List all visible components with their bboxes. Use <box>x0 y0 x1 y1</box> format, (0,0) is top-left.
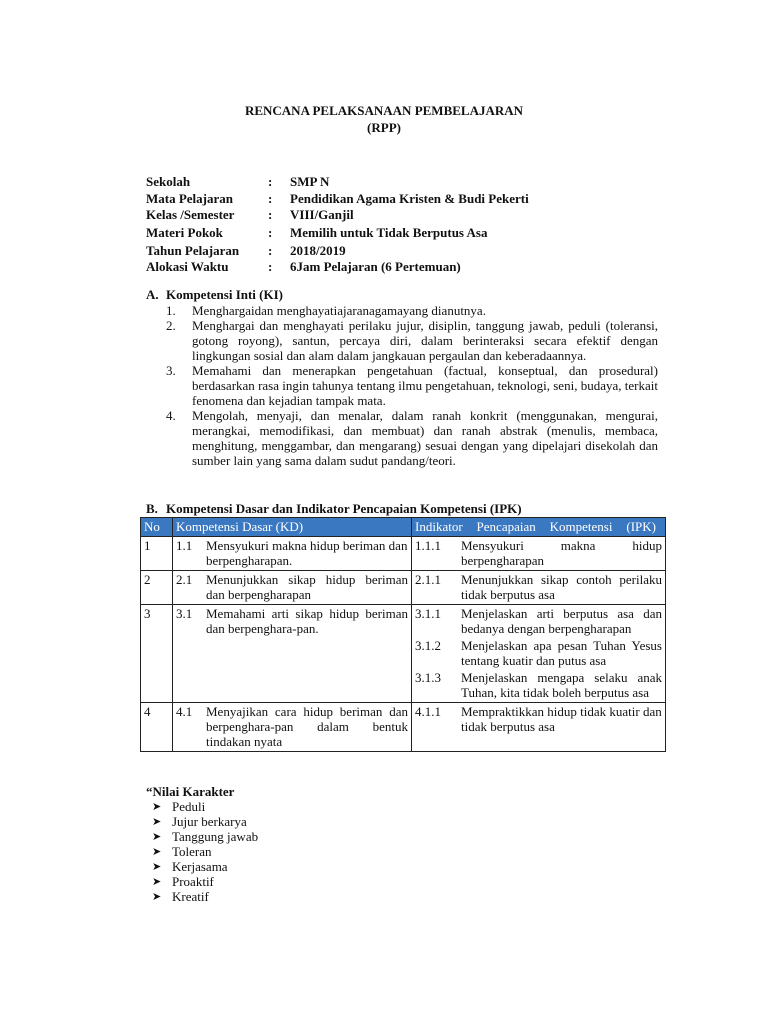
table-row <box>141 571 666 605</box>
header-ipk-text: Indikator Pencapaian Kompetensi (IPK) <box>415 519 656 534</box>
row-no: 1 <box>141 537 173 571</box>
list-item-text: Jujur berkarya <box>172 814 247 829</box>
identity-value: SMP N <box>290 174 330 189</box>
table-row <box>141 605 666 703</box>
table-row <box>141 537 666 571</box>
identity-label: Mata Pelajaran <box>146 191 234 206</box>
ipk-text: Menjelaskan mengapa selaku anak Tuhan, kita tidak boleh berputus asa <box>461 670 662 700</box>
ipk-code: 1.1.1 <box>415 538 441 553</box>
arrowhead-bullet-icon: ➤ <box>152 875 162 888</box>
list-item <box>166 363 658 408</box>
identity-colon: : <box>268 225 273 240</box>
list-item-number: 2. <box>166 318 176 333</box>
list-item-text: Menghargaidan menghayatiajaranagamayang dianutnya. <box>192 303 486 318</box>
identity-label: Alokasi Waktu <box>146 259 229 274</box>
identity-value: 2018/2019 <box>290 243 346 258</box>
header-kd: Kompetensi Dasar (KD) <box>173 518 412 537</box>
table-header-row <box>141 518 666 537</box>
ipk-code: 2.1.1 <box>415 572 441 587</box>
row-ipk <box>412 703 666 752</box>
list-item <box>166 303 658 318</box>
list-item-text: Menghargai dan menghayati perilaku jujur, disiplin, tanggung jawab, peduli (toleransi, gotong royong), santun, percaya diri, dalam berinteraksi secara efektif dengan lingkungan sosial dan alam dalam jangkauan pergaulan dan keberadaannya. <box>192 318 658 363</box>
section-a-title: Kompetensi Inti (KI) <box>166 287 283 302</box>
identity-value: Pendidikan Agama Kristen & Budi Pekerti <box>290 191 529 206</box>
ipk-code: 3.1.2 <box>415 638 441 653</box>
arrowhead-bullet-icon: ➤ <box>152 890 162 903</box>
row-kd <box>173 703 412 752</box>
list-item-text: Mengolah, menyaji, dan menalar, dalam ranah konkrit (menggunakan, mengurai, merangkai, memodifikasi, dan membuat) dan ranah abstrak (menulis, membaca, menghitung, menggambar, dan mengarang) sesuai dengan yang dipelajari disekolah dan sumber lain yang sama dalam sudut pandang/teori. <box>192 408 658 468</box>
list-item <box>152 844 258 859</box>
arrowhead-bullet-icon: ➤ <box>152 860 162 873</box>
identity-label: Sekolah <box>146 174 191 189</box>
identity-colon: : <box>268 174 273 189</box>
nilai-karakter-heading: “Nilai Karakter <box>146 784 235 799</box>
list-item <box>152 859 258 874</box>
list-item-number: 4. <box>166 408 176 423</box>
row-kd <box>173 605 412 703</box>
row-ipk <box>412 605 666 703</box>
arrowhead-bullet-icon: ➤ <box>152 800 162 813</box>
list-item <box>152 814 258 829</box>
list-item <box>152 799 258 814</box>
identity-value: Memilih untuk Tidak Berputus Asa <box>290 225 488 240</box>
ipk-text: Menunjukkan sikap contoh perilaku tidak berputus asa <box>461 572 662 602</box>
list-item <box>152 889 258 904</box>
kompetensi-inti-list <box>166 303 658 468</box>
identity-label: Materi Pokok <box>146 225 223 240</box>
table-row <box>141 703 666 752</box>
list-item-text: Toleran <box>172 844 212 859</box>
ipk-text: Mensyukuri makna hidup berpengharapan <box>461 538 662 568</box>
list-item-text: Proaktif <box>172 874 214 889</box>
list-item-text: Kreatif <box>172 889 209 904</box>
kd-text: Memahami arti sikap hidup beriman dan berpenghara-pan. <box>206 606 408 636</box>
row-no: 3 <box>141 605 173 703</box>
ipk-text: Menjelaskan arti berputus asa dan bedanya dengan berpengharapan <box>461 606 662 636</box>
identity-colon: : <box>268 259 273 274</box>
section-a-letter: A. <box>146 287 159 302</box>
row-ipk <box>412 537 666 571</box>
list-item-text: Peduli <box>172 799 206 814</box>
kd-code: 2.1 <box>176 572 193 587</box>
header-no: No <box>141 518 173 537</box>
list-item <box>166 318 658 363</box>
identity-label: Tahun Pelajaran <box>146 243 240 258</box>
kd-text: Menunjukkan sikap hidup beriman dan berpengharapan <box>206 572 408 602</box>
ipk-code: 3.1.1 <box>415 606 441 621</box>
document-subtitle: (RPP) <box>367 120 401 135</box>
list-item <box>166 408 658 468</box>
list-item-number: 1. <box>166 303 176 318</box>
arrowhead-bullet-icon: ➤ <box>152 830 162 843</box>
arrowhead-bullet-icon: ➤ <box>152 845 162 858</box>
kd-text: Mensyukuri makna hidup beriman dan berpengharapan. <box>206 538 408 568</box>
kompetensi-dasar-table <box>140 517 666 752</box>
kd-code: 4.1 <box>176 704 193 719</box>
list-item-text: Kerjasama <box>172 859 228 874</box>
list-item-number: 3. <box>166 363 176 378</box>
section-b-title: Kompetensi Dasar dan Indikator Pencapaian Kompetensi (IPK) <box>166 501 522 516</box>
row-no: 4 <box>141 703 173 752</box>
identity-value: 6Jam Pelajaran (6 Pertemuan) <box>290 259 461 274</box>
ipk-code: 3.1.3 <box>415 670 441 685</box>
document-title: RENCANA PELAKSANAAN PEMBELAJARAN <box>244 103 524 118</box>
nilai-karakter-list <box>152 799 258 904</box>
identity-label: Kelas /Semester <box>146 207 235 222</box>
identity-colon: : <box>268 243 273 258</box>
header-ipk <box>412 518 666 537</box>
ipk-text: Mempraktikkan hidup tidak kuatir dan tidak berputus asa <box>461 704 662 734</box>
identity-value: VIII/Ganjil <box>290 207 354 222</box>
row-no: 2 <box>141 571 173 605</box>
kd-code: 1.1 <box>176 538 193 553</box>
section-b-heading <box>146 501 522 516</box>
kd-code: 3.1 <box>176 606 193 621</box>
list-item-text: Tanggung jawab <box>172 829 259 844</box>
section-b-letter: B. <box>146 501 158 516</box>
list-item <box>152 874 258 889</box>
list-item <box>152 829 258 844</box>
row-ipk <box>412 571 666 605</box>
identity-colon: : <box>268 207 273 222</box>
kd-text: Menyajikan cara hidup beriman dan berpenghara-pan dalam bentuk tindakan nyata <box>206 704 408 749</box>
row-kd <box>173 571 412 605</box>
identity-colon: : <box>268 191 273 206</box>
identity-table <box>146 174 529 275</box>
ipk-text: Menjelaskan apa pesan Tuhan Yesus tentang kuatir dan putus asa <box>461 638 662 668</box>
list-item-text: Memahami dan menerapkan pengetahuan (factual, konseptual, dan prosedural) berdasarkan rasa ingin tahunya tentang ilmu pengetahuan, teknologi, seni, budaya, terkait fenomena dan kejadian tampak mata. <box>192 363 658 408</box>
row-kd <box>173 537 412 571</box>
ipk-code: 4.1.1 <box>415 704 441 719</box>
arrowhead-bullet-icon: ➤ <box>152 815 162 828</box>
section-a-heading <box>146 287 283 302</box>
